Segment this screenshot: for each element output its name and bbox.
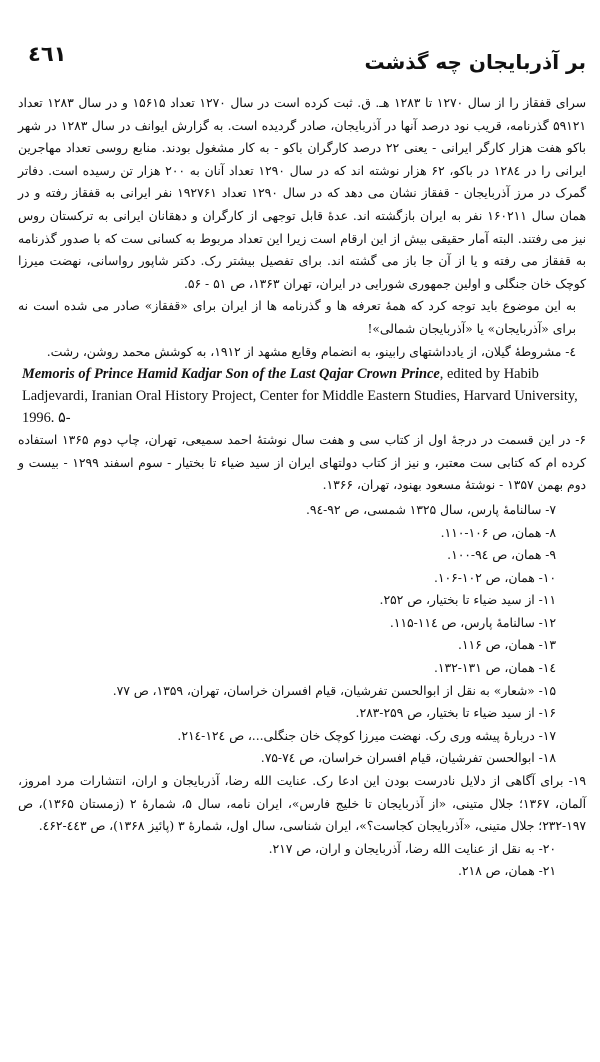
reference-item: ۹- همان، ص ۹٤-۱۰۰. [447,548,556,563]
page-body [18,92,586,883]
reference-item: ۱۳- همان، ص ۱۱۶. [457,638,556,653]
running-title: بر آذربایجان چه گذشت [364,50,586,74]
reference-item: ۲۱- همان، ص ۲۱۸. [457,864,556,879]
reference-item: ۱۸- ابوالحسن تفرشیان، قیام افسران خراسان، ص ۷٤-۷۵. [260,751,556,766]
footnote-4: ٤- مشروطۀ گیلان، از یادداشتهای رابینو، به انضمام وقایع مشهد از ۱۹۱۲، به کوشش محمد روشن، رشت. [46,344,576,359]
reference-item: ۸- همان، ص ۱۰۶-۱۱۰. [440,525,556,540]
footnote-6: ۶- در این قسمت در درجۀ اول از کتاب سی و هفت سال نوشتۀ احمد سمیعی، تهران، چاپ دوم ۱۳۶۵ استفاده کرده ام که کتابی ست معتبر، و نیز از کتاب دولتهای ایران از سید ضیاء تا بختیار - سوم اسفند ۱۲۹۹ - بیست و دوم بهمن ۱۳۵۷ - نوشتۀ مسعود بهنود، تهران، ۱۳۶۶. [18,433,586,493]
reference-item: ۱۵- «شعار» به نقل از ابوالحسن تفرشیان، قیام افسران خراسان، تهران، ۱۳۵۹، ص ۷۷. [112,683,556,698]
page-number: ٤٦١ [28,42,67,66]
footnote-5-number: ۵- [58,410,71,427]
reference-item: ۲۰- به نقل از عنایت الله رضا، آذربایجان و اران، ص ۲۱۷. [268,841,556,856]
footnote-5-rest: , edited by Habib Ladjevardi, Iranian Oral History Project, Center for Middle Eastern Studies, Harvard University, 1996. [22,366,578,427]
reference-item: ۱۲- سالنامۀ پارس، ص ۱۱٤-۱۱۵. [389,615,556,630]
reference-item: ۱٤- همان، ص ۱۳۱-۱۳۲. [433,661,556,676]
footnote-19: ۱۹- برای آگاهی از دلایل نادرست بودن این ادعا رک. عنایت الله رضا، آذربایجان و اران، انتشارات مرد امروز، آلمان، ۱۳۶۷؛ جلال متینی، «از آذربایجان تا خلیج فارس»، ایران نامه، سال ۵، شمارۀ ۲ (زمستان ۱۳۶۵)، ص ۱۹۷-۲۳۲؛ جلال متینی، «آذربایجان کجاست؟»، ایران شناسی، سال اول، شمارۀ ۳ (پائیز ۱۳۶۸)، ص ٤٤۳-٤۶۲. [18,774,586,834]
reference-list [18,499,586,883]
note-paragraph: به این موضوع باید توجه کرد که همۀ تعرفه ها و گذرنامه ها از ایران برای «قفقاز» صادر می شده است نه برای «آذربایجان» یا «آذربایجان شمالی»! [18,299,576,336]
reference-item: ۱۷- دربارۀ پیشه وری رک. نهضت میرزا کوچک خان جنگلی...، ص ۱۲٤-۲۱٤. [177,728,556,743]
reference-item: ۷- سالنامۀ پارس، سال ۱۳۲۵ شمسی، ص ۹۲-۹٤. [305,502,556,517]
footnote-5 [18,363,586,429]
intro-paragraph: سرای قفقاز را از سال ۱۲۷۰ تا ۱۲۸۳ هـ. ق. ثبت کرده است در سال ۱۲۷۰ تعداد ۱۵۶۱۵ و در سال ۱۲۸۳ تعداد ۵۹۱۲۱ گذرنامه، قریب نود درصد آنها در آذربایجان، صادر گردیده است. به گزارش ایوانف در سال ۱۲۸۳ در شهر باکو هفت هزار کارگر ایرانی - یعنی ۲۲ درصد کارگران باکو - به کار مشغول بودند. منابع روسی تعداد مهاجرین ایرانی را در ۱۲۸٤ در باکو، ۶۲ هزار نوشته اند که در سال ۱۲۹۰ تعداد آنان به ۲۰۰ هزار تن رسیده است. دفاتر گمرک در مرز آذربایجان - قفقاز نشان می دهد که در سال ۱۲۹۰ تعداد ۱۹۲۷۶۱ نفر ایرانی به قفقاز رفته و در همان سال ۱۶۰۲۱۱ نفر به ایران بازگشته اند. عدۀ قابل توجهی از کارگران و دهقانان ایرانی به ترکستان روس نیز می رفتند. البته آمار حقیقی بیش از این ارقام است زیرا این تعداد مربوط به کسانی ست که با صدور گذرنامه به قفقاز می رفته و یا از آن جا باز می گشته اند. برای تفصیل بیشتر رک. دکتر شاپور رواسانی، نهضت میرزا کوچک خان جنگلی و اولین جمهوری شورایی در ایران، تهران ۱۳۶۳، ص ۵۱ - ۵۶. [18,96,587,291]
reference-item: ۱۱- از سید ضیاء تا بختیار، ص ۲۵۲. [379,593,556,608]
reference-item: ۱۶- از سید ضیاء تا بختیار، ص ۲۵۹-۲۸۳. [355,706,556,721]
reference-item: ۱۰- همان، ص ۱۰۲-۱۰۶. [433,570,556,585]
footnote-5-title: Memoris of Prince Hamid Kadjar Son of the Last Qajar Crown Prince [22,366,440,383]
